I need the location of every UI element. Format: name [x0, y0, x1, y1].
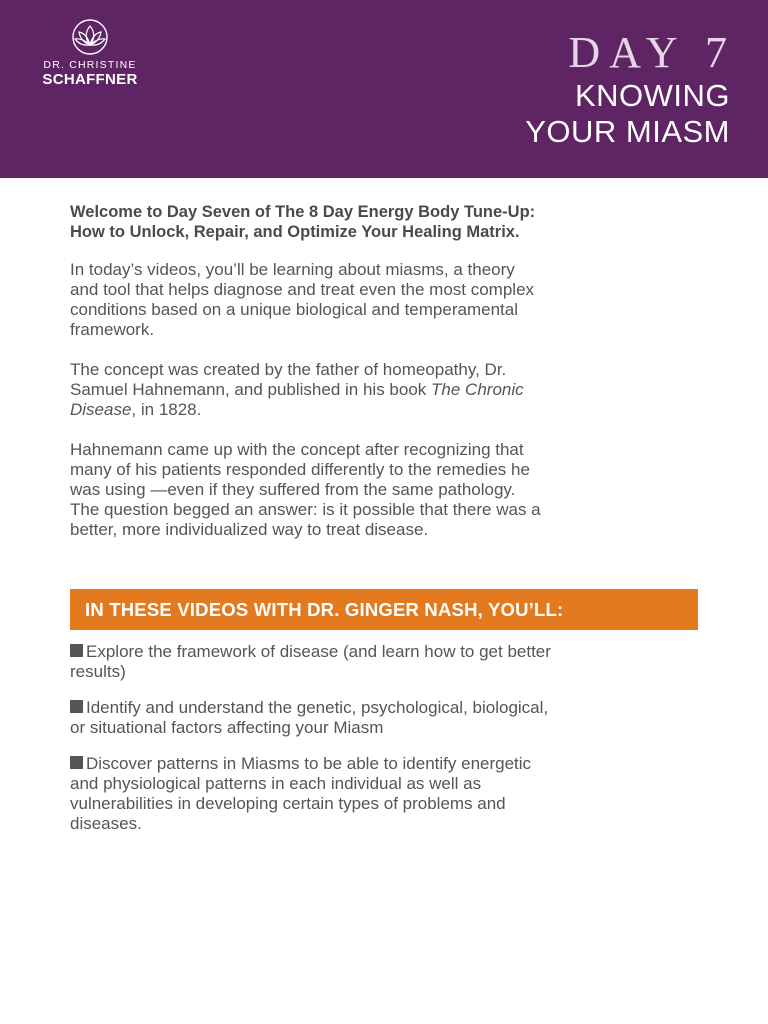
brand-logo	[30, 18, 150, 88]
paragraph-line: conditions based on a unique biological and temperamental	[70, 300, 518, 319]
intro-line-2: How to Unlock, Repair, and Optimize Your Healing Matrix.	[70, 223, 520, 241]
bullet-line: or situational factors affecting your Miasm	[70, 718, 384, 737]
section-banner: IN THESE VIDEOS WITH DR. GINGER NASH, YOU’LL:	[70, 589, 698, 630]
paragraph-line: was using —even if they suffered from the same pathology.	[70, 480, 516, 499]
title-line-2: YOUR MIASM	[525, 114, 730, 149]
header-banner	[0, 0, 768, 178]
bullet-line: diseases.	[70, 814, 142, 833]
day-label: DAY 7	[568, 28, 736, 77]
bullet-line: and physiological patterns in each individual as well as	[70, 774, 482, 793]
list-item	[70, 754, 700, 834]
bullet-line: Identify and understand the genetic, psychological, biological,	[86, 698, 549, 717]
paragraph-concept	[70, 360, 700, 420]
intro-heading	[70, 202, 700, 242]
list-item	[70, 698, 700, 738]
square-bullet-icon	[70, 756, 83, 769]
paragraph-line: Samuel Hahnemann, and published in his book	[70, 380, 432, 399]
paragraph-line: The question begged an answer: is it possible that there was a	[70, 500, 541, 519]
paragraph-hahnemann	[70, 440, 700, 540]
paragraph-line: Hahnemann came up with the concept after recognizing that	[70, 440, 524, 459]
bullet-line: Explore the framework of disease (and learn how to get better	[86, 642, 551, 661]
paragraph-line: The concept was created by the father of homeopathy, Dr.	[70, 360, 507, 379]
book-title: The Chronic	[431, 380, 524, 399]
bullet-line: Discover patterns in Miasms to be able to identify energetic	[86, 754, 532, 773]
bullet-list	[70, 642, 700, 850]
square-bullet-icon	[70, 700, 83, 713]
book-title-continued: Disease	[70, 400, 132, 419]
paragraph-line: many of his patients responded differently to the remedies he	[70, 460, 530, 479]
bullet-line: results)	[70, 662, 126, 681]
bullet-line: vulnerabilities in developing certain types of problems and	[70, 794, 506, 813]
paragraph-line: better, more individualized way to treat disease.	[70, 520, 429, 539]
title-line-1: KNOWING	[574, 78, 730, 113]
intro-line-1: Welcome to Day Seven of The 8 Day Energy Body Tune-Up:	[70, 203, 536, 221]
paragraph-line: In today’s videos, you’ll be learning about miasms, a theory	[70, 260, 515, 279]
logo-name-line2: SCHAFFNER	[42, 71, 138, 88]
square-bullet-icon	[70, 644, 83, 657]
paragraph-miasms	[70, 260, 700, 340]
paragraph-line: , in 1828.	[131, 400, 202, 419]
list-item	[70, 642, 700, 682]
logo-name-line1: DR. CHRISTINE	[43, 59, 137, 71]
main-content	[70, 202, 700, 540]
lotus-icon	[68, 18, 112, 56]
paragraph-line: and tool that helps diagnose and treat even the most complex	[70, 280, 535, 299]
page-title	[525, 28, 736, 150]
paragraph-line: framework.	[70, 320, 155, 339]
